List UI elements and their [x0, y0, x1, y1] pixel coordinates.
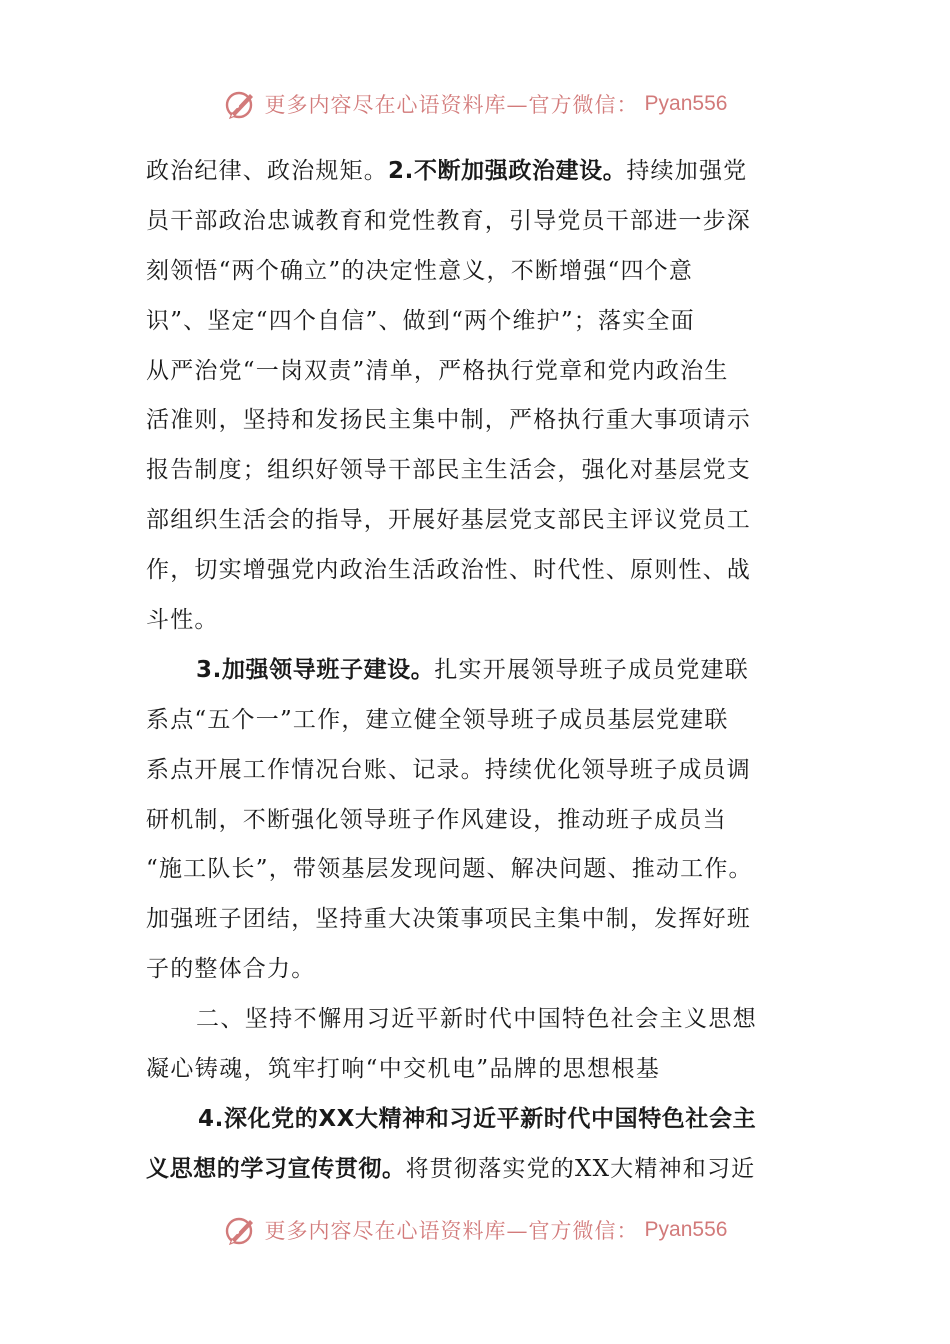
text-line: 活准则，坚持和发扬民主集中制，严格执行重大事项请示 [146, 407, 751, 434]
text-line: 部组织生活会的指导，开展好基层党支部民主评议党员工 [146, 507, 751, 534]
pen-circle-logo-icon [223, 86, 259, 122]
pen-circle-logo-icon [223, 1212, 259, 1248]
watermark-wechat-id: Pyan556 [644, 1218, 728, 1241]
text-line [146, 646, 806, 696]
watermark-text: 更多内容尽在心语资料库—官方微信： [264, 1219, 639, 1243]
text-line [146, 1145, 806, 1195]
text-line: “施工队长”，带领基层发现问题、解决问题、推动工作。 [146, 856, 753, 883]
section-heading: 凝心铸魂，筑牢打响“中交机电”品牌的思想根基 [146, 1056, 661, 1083]
text-segment: 将贯彻落实党的XX大精神和习近 [405, 1155, 756, 1182]
text-line: 员干部政治忠诚教育和党性教育，引导党员干部进一步深 [146, 207, 751, 234]
section-heading: 二、坚持不懈用习近平新时代中国特色社会主义思想 [196, 1006, 758, 1033]
text-segment: 扎实开展领导班子成员党建联 [434, 656, 749, 683]
document-body [146, 147, 806, 1195]
text-line [146, 147, 806, 197]
text-line: 刻领悟“两个确立”的决定性意义，不断增强“四个意 [146, 257, 694, 284]
bold-heading: 4.深化党的XX大精神和习近平新时代中国特色社会主 [198, 1105, 757, 1132]
bold-heading: 3.加强领导班子建设。 [196, 656, 435, 683]
text-line: 研机制，不断强化领导班子作风建设，推动班子成员当 [146, 806, 727, 833]
text-line: 报告制度；组织好领导干部民主生活会，强化对基层党支 [146, 457, 751, 484]
watermark-wechat-id: Pyan556 [644, 92, 728, 115]
text-line [146, 1095, 806, 1145]
watermark-text: 更多内容尽在心语资料库—官方微信： [264, 93, 639, 117]
text-segment: 持续加强党 [626, 158, 748, 184]
text-line: 系点“五个一”工作，建立健全领导班子成员基层党建联 [146, 706, 729, 733]
text-line: 系点开展工作情况台账、记录。持续优化领导班子成员调 [146, 756, 751, 783]
text-segment: 政治纪律、政治规矩。 [146, 158, 388, 184]
bold-heading: 2.不断加强政治建设。 [388, 158, 627, 184]
text-line: 子的整体合力。 [146, 956, 316, 983]
text-line: 斗性。 [146, 607, 219, 634]
text-line: 作，切实增强党内政治生活政治性、时代性、原则性、战 [146, 557, 751, 584]
text-line: 识”、坚定“四个自信”、做到“两个维护”；落实全面 [146, 307, 695, 334]
bold-heading: 义思想的学习宣传贯彻。 [146, 1155, 406, 1182]
text-line: 从严治党“一岗双责”清单，严格执行党章和党内政治生 [146, 357, 729, 384]
watermark-header [0, 84, 950, 124]
text-line: 加强班子团结，坚持重大决策事项民主集中制，发挥好班 [146, 906, 751, 933]
watermark-footer [0, 1210, 950, 1250]
